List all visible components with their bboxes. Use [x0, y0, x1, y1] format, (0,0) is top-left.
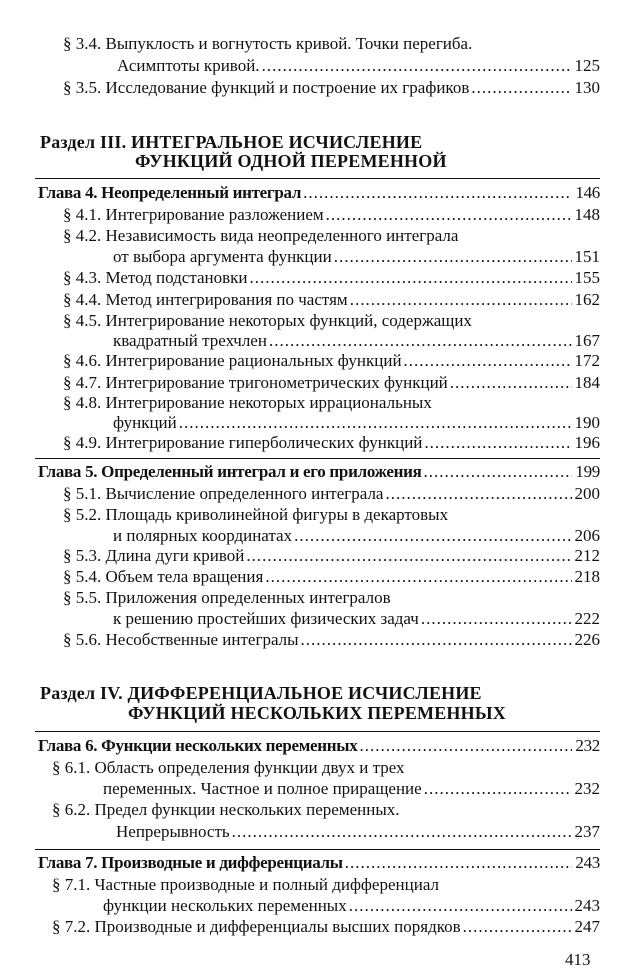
section-number: § 4.3. [63, 268, 102, 287]
part-3-heading-line1: Раздел III. ИНТЕГРАЛЬНОЕ ИСЧИСЛЕНИЕ [40, 132, 423, 152]
dot-leader [179, 413, 572, 433]
toc-entry-4-8-line1 [63, 393, 432, 413]
dot-leader [232, 822, 572, 842]
page-number: 413 [565, 950, 591, 969]
dot-leader [421, 609, 572, 629]
section-title: Интегрирование некоторых иррациональных [105, 393, 432, 412]
section-title: Вычисление определенного интеграла [105, 484, 384, 503]
section-number: § 4.6. [63, 351, 102, 370]
section-number: § 7.2. [52, 917, 91, 936]
toc-entry-4-6 [63, 351, 600, 371]
section-title: Выпуклость и вогнутость кривой. Точки перегиба. [105, 34, 473, 53]
toc-entry-4-3 [63, 268, 600, 288]
divider-rule [35, 731, 600, 732]
toc-entry-4-9 [63, 433, 600, 453]
page-ref: 243 [575, 853, 600, 872]
toc-entry-4-5-line2 [113, 331, 600, 351]
dot-leader [334, 247, 572, 267]
part-4-heading-line2: ФУНКЦИЙ НЕСКОЛЬКИХ ПЕРЕМЕННЫХ [128, 703, 506, 723]
page-ref: 243 [574, 896, 600, 915]
section-title: Приложения определенных интегралов [105, 588, 391, 607]
divider-rule [35, 849, 600, 850]
dot-leader [385, 484, 571, 504]
toc-entry-7-2 [52, 917, 600, 937]
page-ref: 218 [574, 567, 600, 586]
toc-entry-6-1-line1 [52, 758, 405, 778]
chapter-title: Глава 5. Определенный интеграл и его приложения [38, 462, 422, 481]
dot-leader [424, 433, 571, 453]
section-title: Интегрирование некоторых функций, содержащих [105, 311, 472, 330]
chapter-title: Глава 7. Производные и дифференциалы [38, 853, 343, 872]
section-title: Несобственные интегралы [105, 630, 299, 649]
page-ref: 199 [575, 462, 600, 481]
page-ref: 162 [574, 290, 600, 309]
section-title: Длина дуги кривой [105, 546, 245, 565]
section-title-cont: Непрерывность [116, 822, 230, 841]
toc-entry-5-3 [63, 546, 600, 566]
section-number: § 3.5. [63, 78, 102, 97]
divider-rule [35, 458, 600, 459]
section-number: § 7.1. [52, 875, 91, 894]
section-title: Предел функции нескольких переменных. [94, 800, 400, 819]
section-number: § 6.1. [52, 758, 91, 777]
page-ref: 247 [574, 917, 600, 936]
section-number: § 4.8. [63, 393, 102, 412]
page-ref: 151 [574, 247, 600, 266]
section-number: § 5.2. [63, 505, 102, 524]
section-number: § 3.4. [63, 34, 102, 53]
section-number: § 5.6. [63, 630, 102, 649]
dot-leader [303, 183, 572, 203]
dot-leader [269, 331, 572, 351]
toc-entry-6-1-line2 [103, 779, 600, 799]
section-title-cont: от выбора аргумента функции [113, 247, 332, 266]
section-title-cont: Асимптоты кривой. [117, 56, 260, 75]
toc-entry-4-2-line1 [63, 226, 458, 246]
section-title: Область определения функции двух и трех [94, 758, 405, 777]
toc-entry-3-5 [63, 78, 600, 98]
dot-leader [463, 917, 572, 937]
dot-leader [326, 205, 572, 225]
section-title: Метод подстановки [105, 268, 248, 287]
part-3-heading-line2: ФУНКЦИЙ ОДНОЙ ПЕРЕМЕННОЙ [135, 151, 447, 171]
section-title-cont: переменных. Частное и полное приращение [103, 779, 422, 798]
page-ref: 148 [574, 205, 600, 224]
toc-chapter-4 [38, 183, 600, 203]
toc-chapter-6 [38, 736, 600, 756]
page-ref: 172 [574, 351, 600, 370]
toc-entry-5-4 [63, 567, 600, 587]
toc-entry-5-2-line1 [63, 505, 448, 525]
dot-leader [250, 268, 572, 288]
section-number: § 6.2. [52, 800, 91, 819]
dot-leader [424, 462, 573, 482]
part-4-heading-line1: Раздел IV. ДИФФЕРЕНЦИАЛЬНОЕ ИСЧИСЛЕНИЕ [40, 683, 482, 703]
toc-entry-4-1 [63, 205, 600, 225]
section-number: § 5.4. [63, 567, 102, 586]
page-ref: 130 [574, 78, 600, 97]
toc-entry-5-2-line2 [113, 526, 600, 546]
toc-entry-4-7 [63, 373, 600, 393]
toc-entry-5-6 [63, 630, 600, 650]
toc-entry-4-5-line1 [63, 311, 472, 331]
section-title: Интегрирование гиперболических функций [105, 433, 423, 452]
dot-leader [349, 896, 572, 916]
dot-leader [350, 290, 572, 310]
section-title-cont: к решению простейших физических задач [113, 609, 419, 628]
chapter-title: Глава 6. Функции нескольких переменных [38, 736, 358, 755]
toc-chapter-7 [38, 853, 600, 873]
section-number: § 5.5. [63, 588, 102, 607]
dot-leader [359, 736, 572, 756]
section-number: § 4.1. [63, 205, 102, 224]
toc-chapter-5 [38, 462, 600, 482]
section-number: § 5.3. [63, 546, 102, 565]
page-ref: 184 [574, 373, 600, 392]
toc-entry-5-1 [63, 484, 600, 504]
page-ref: 167 [574, 331, 600, 350]
toc-entry-5-5-line1 [63, 588, 391, 608]
page-ref: 200 [574, 484, 600, 503]
section-title: Независимость вида неопределенного интеграла [105, 226, 459, 245]
section-number: § 4.7. [63, 373, 102, 392]
toc-entry-4-2-line2 [113, 247, 600, 267]
section-title: Частные производные и полный дифференциал [94, 875, 439, 894]
dot-leader [265, 567, 571, 587]
section-number: § 4.5. [63, 311, 102, 330]
dot-leader [294, 526, 571, 546]
toc-entry-5-5-line2 [113, 609, 600, 629]
page-ref: 222 [574, 609, 600, 628]
section-title-cont: квадратный трехчлен [113, 331, 267, 350]
dot-leader [471, 78, 571, 98]
page-ref: 212 [574, 546, 600, 565]
page-ref: 146 [575, 183, 600, 202]
dot-leader [424, 779, 572, 799]
section-title: Интегрирование тригонометрических функций [105, 373, 448, 392]
section-number: § 4.2. [63, 226, 102, 245]
page-ref: 155 [574, 268, 600, 287]
section-title-cont: функции нескольких переменных [103, 896, 347, 915]
dot-leader [450, 373, 572, 393]
page-ref: 196 [574, 433, 600, 452]
section-title: Интегрирование разложением [105, 205, 324, 224]
section-title-cont: функций [113, 413, 177, 432]
page-ref: 237 [574, 822, 600, 841]
dot-leader [345, 853, 573, 873]
page-ref: 232 [574, 779, 600, 798]
page-ref: 206 [574, 526, 600, 545]
section-title: Метод интегрирования по частям [105, 290, 348, 309]
toc-entry-3-4-line1 [63, 34, 472, 54]
toc-entry-4-8-line2 [113, 413, 600, 433]
page-ref: 226 [574, 630, 600, 649]
page-ref: 190 [574, 413, 600, 432]
page-ref: 125 [574, 56, 600, 75]
section-title: Объем тела вращения [105, 567, 264, 586]
toc-entry-3-4-line2 [117, 56, 600, 76]
toc-entry-6-2-line2 [116, 822, 600, 842]
section-number: § 5.1. [63, 484, 102, 503]
toc-entry-6-2-line1 [52, 800, 400, 820]
section-title: Площадь криволинейной фигуры в декартовых [105, 505, 449, 524]
divider-rule [35, 178, 600, 179]
dot-leader [301, 630, 572, 650]
toc-entry-7-1-line2 [103, 896, 600, 916]
section-title: Интегрирование рациональных функций [105, 351, 402, 370]
section-title: Производные и дифференциалы высших порядков [94, 917, 461, 936]
section-number: § 4.9. [63, 433, 102, 452]
toc-entry-4-4 [63, 290, 600, 310]
page-ref: 232 [575, 736, 600, 755]
chapter-title: Глава 4. Неопределенный интеграл [38, 183, 302, 202]
section-title: Исследование функций и построение их графиков [105, 78, 470, 97]
dot-leader [404, 351, 572, 371]
section-number: § 4.4. [63, 290, 102, 309]
dot-leader [246, 546, 571, 566]
section-title-cont: и полярных координатах [113, 526, 293, 545]
toc-entry-7-1-line1 [52, 875, 439, 895]
dot-leader [262, 56, 572, 76]
